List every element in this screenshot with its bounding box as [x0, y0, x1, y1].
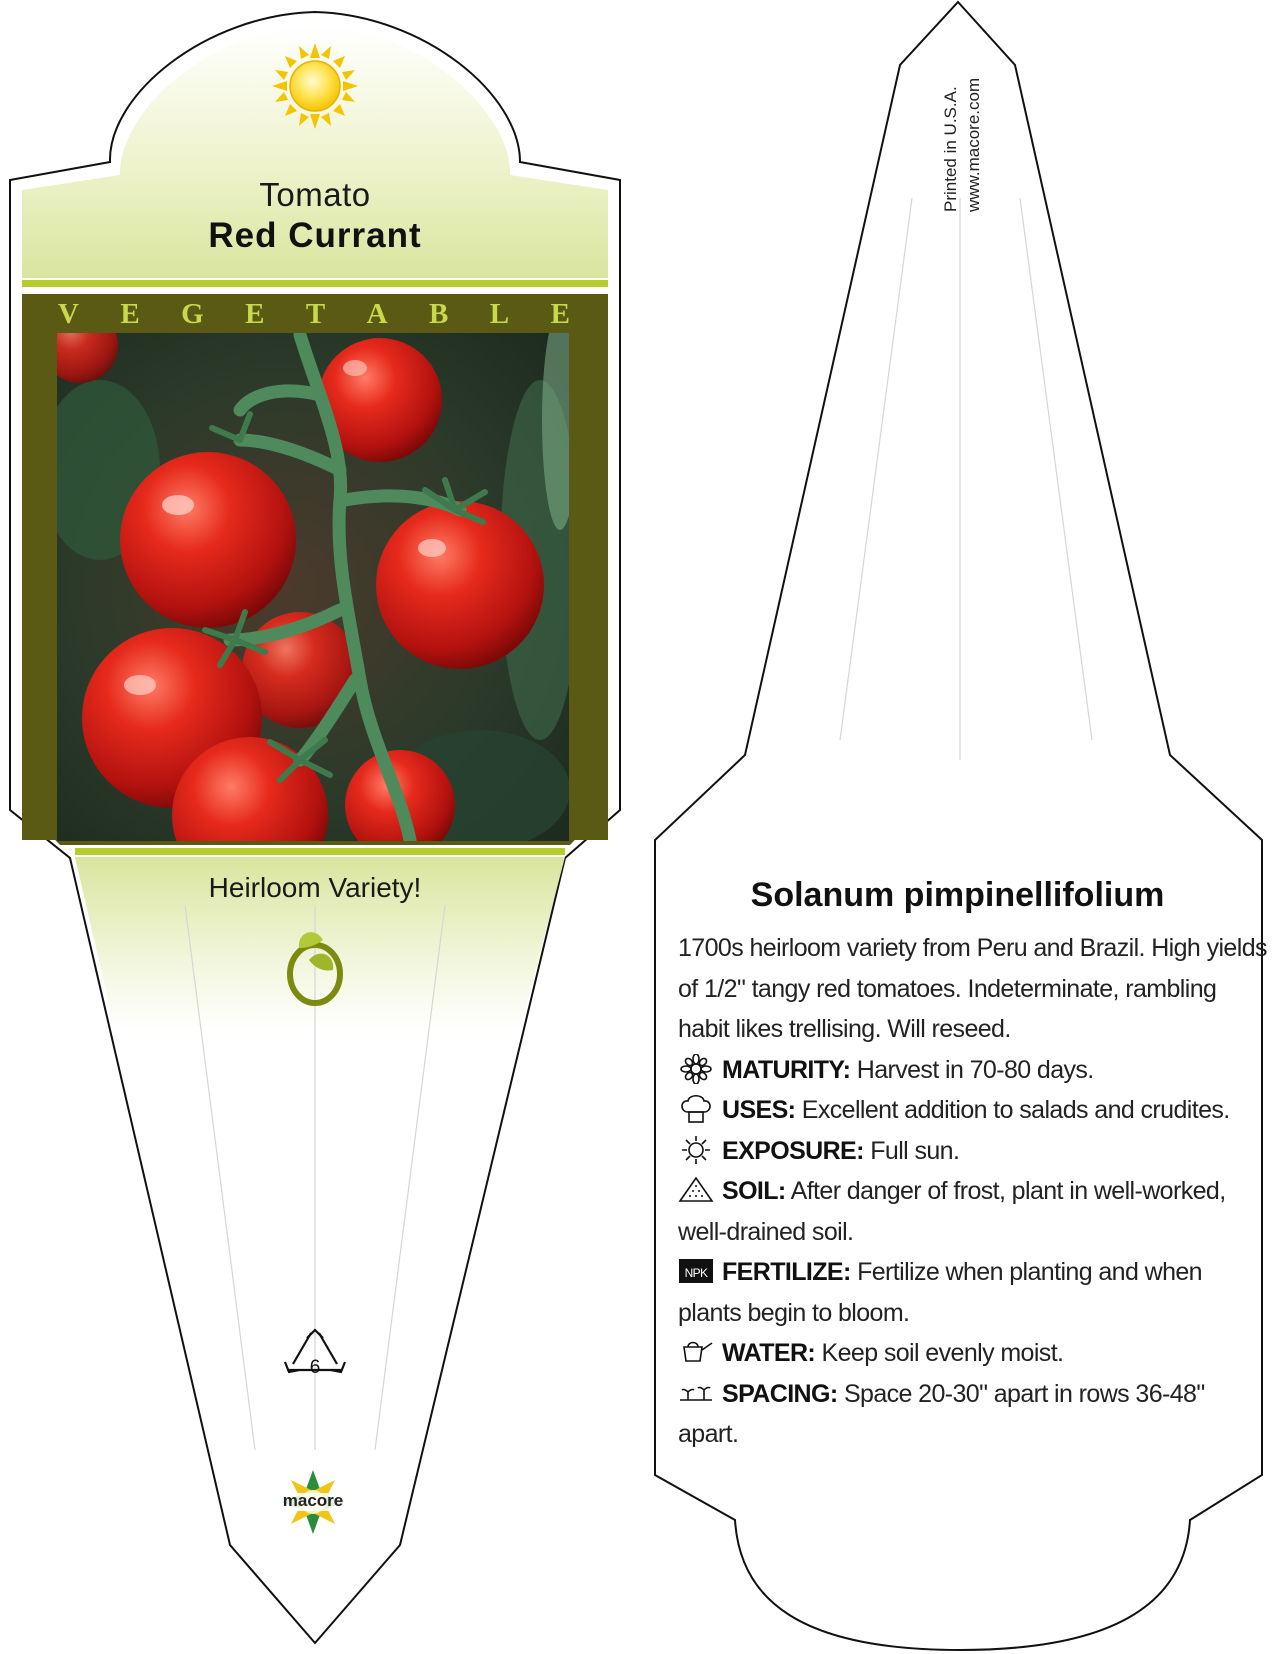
care-label: USES:	[722, 1096, 796, 1124]
category-letter: E	[120, 297, 140, 330]
soil-pile-icon	[678, 1175, 718, 1205]
care-water	[678, 1333, 1268, 1374]
care-soil	[678, 1171, 1268, 1252]
care-spacing	[678, 1374, 1268, 1455]
category-letter: E	[245, 297, 265, 330]
recycle-code: 6	[309, 1357, 321, 1378]
seedlings-icon	[678, 1378, 718, 1408]
care-text: Space 20-30" apart in rows 36-48" apart.	[678, 1379, 1205, 1448]
tagline: Heirloom Variety!	[208, 872, 422, 903]
lower-accent-bar	[75, 848, 565, 855]
npk-icon-text: NPK	[684, 1266, 708, 1280]
printed-in-text: Printed in U.S.A.	[941, 86, 960, 212]
category-label	[58, 296, 570, 332]
care-fertilize	[678, 1252, 1268, 1333]
care-text: After danger of frost, plant in well-worked, well-drained soil.	[678, 1177, 1226, 1246]
tomato-photo	[40, 307, 580, 893]
category-letter: L	[489, 297, 510, 330]
botanical-name: Solanum pimpinellifolium	[750, 876, 1165, 914]
care-text: Keep soil evenly moist.	[821, 1339, 1064, 1367]
brand-logo-text: macore	[282, 1491, 344, 1510]
care-maturity	[678, 1050, 1268, 1091]
care-text: Full sun.	[870, 1136, 960, 1165]
flower-icon	[678, 1054, 718, 1084]
website-label	[963, 52, 985, 212]
care-info	[678, 928, 1268, 1455]
care-label: EXPOSURE:	[722, 1136, 864, 1165]
header-accent-bar	[22, 280, 608, 287]
care-text: Excellent addition to salads and crudites.	[801, 1096, 1230, 1124]
category-letter: A	[366, 297, 388, 330]
care-label: SOIL:	[722, 1177, 786, 1205]
variety-name: Red Currant	[208, 216, 422, 255]
category-letter: B	[429, 297, 449, 330]
care-exposure	[678, 1131, 1268, 1172]
website-text: www.macore.com	[964, 77, 983, 212]
care-label: SPACING:	[722, 1379, 838, 1408]
care-label: MATURITY:	[722, 1055, 851, 1084]
care-text: Fertilize when planting and when plants begin to bloom.	[678, 1258, 1202, 1327]
common-name: Tomato	[259, 176, 371, 213]
care-label: WATER:	[722, 1339, 816, 1367]
category-letter: G	[181, 297, 204, 330]
printed-in-label	[940, 52, 962, 212]
category-letter: V	[58, 297, 79, 330]
npk-icon	[678, 1256, 718, 1286]
chef-hat-icon	[678, 1094, 718, 1124]
category-letter: E	[550, 297, 570, 330]
care-uses	[678, 1090, 1268, 1131]
category-letter: T	[305, 297, 326, 330]
care-label: FERTILIZE:	[722, 1258, 851, 1286]
care-text: Harvest in 70-80 days.	[856, 1055, 1094, 1084]
sun-outline-icon	[678, 1135, 718, 1165]
description: 1700s heirloom variety from Peru and Brazil. High yields of 1/2" tangy red tomatoes. Indeterminate, rambling habit likes trellising. Will reseed.	[678, 934, 1267, 1043]
watering-can-icon	[678, 1337, 718, 1367]
